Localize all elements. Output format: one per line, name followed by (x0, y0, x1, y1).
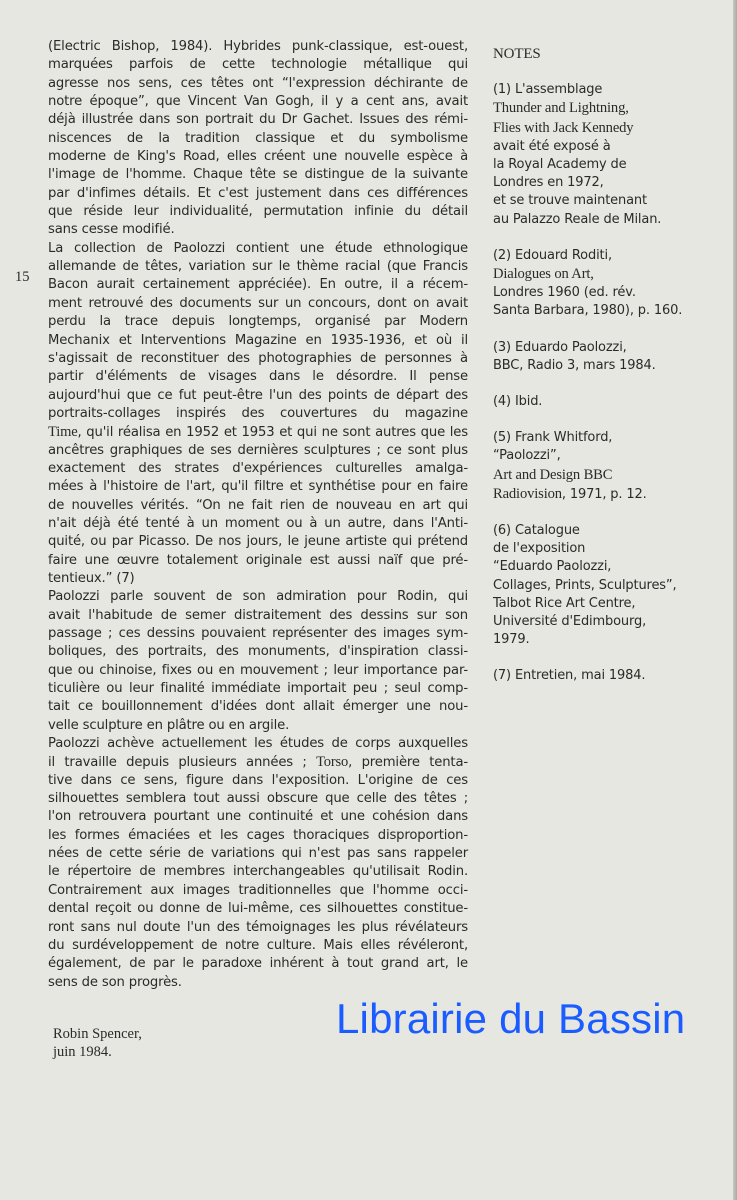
text-fragment: tive dans ce sens, figure dans l'exposition. L'origine de ces (48, 772, 468, 788)
text-line (48, 533, 468, 551)
note-item (493, 247, 728, 321)
text-fragment: mées à l'histoire de l'art, qu'il filtre et synthétise pour en faire (48, 479, 468, 495)
text-fragment: par d'infimes détails. Et c'est justement dans ces différences (48, 185, 468, 201)
note-line (493, 466, 728, 485)
text-fragment: Contrairement aux images traditionnelles que l'homme occi- (48, 882, 468, 898)
note-text: avait été exposé à (493, 138, 611, 154)
text-line (48, 460, 468, 478)
note-line (493, 339, 728, 357)
text-fragment: les formes émaciées et les cages thoraciques disproportion- (48, 827, 468, 843)
text-line (48, 515, 468, 533)
text-line (48, 735, 468, 753)
text-fragment: que ou chinoise, fixes ou en mouvement ; leur importance par- (48, 662, 468, 678)
text-line (48, 387, 468, 405)
text-fragment: sens de son progrès. (48, 974, 182, 990)
note-text: et se trouve maintenant (493, 193, 647, 209)
note-line (493, 447, 728, 465)
text-fragment: agresse nos sens, ces têtes ont “l'expression déchirante de (48, 75, 468, 91)
text-fragment: ticulière ou leur finalité immédiate importait peu ; seul comp- (48, 681, 468, 697)
main-text-column (48, 38, 468, 992)
text-fragment: nées de cette série de variations qui n'est pas sans rappeler (48, 846, 468, 862)
note-text: (4) Ibid. (493, 394, 543, 410)
cited-title: Dialogues on Art, (493, 266, 594, 283)
notes-column (493, 45, 728, 704)
note-text: 1979. (493, 632, 530, 648)
note-item (493, 667, 728, 685)
text-line (48, 625, 468, 643)
text-line (48, 753, 468, 771)
text-line (48, 148, 468, 166)
text-line (48, 900, 468, 918)
cited-title: Art and Design BBC (493, 466, 613, 483)
text-fragment: avait l'habitude de semer distraitement des dessins sur son (48, 607, 468, 623)
text-line (48, 295, 468, 313)
text-fragment: exactement des strates d'expériences culturelles amalga- (48, 460, 468, 476)
note-text: “Eduardo Paolozzi, (493, 559, 612, 575)
text-line (48, 423, 468, 441)
note-line (493, 265, 728, 284)
text-fragment: , qu'il réalisa en 1952 et 1953 et qui ne sont autres que les (77, 425, 468, 441)
note-text: Londres en 1972, (493, 175, 604, 191)
text-fragment: boliques, des portraits, des monuments, d'inspiration classi- (48, 644, 468, 660)
note-line (493, 540, 728, 558)
text-line (48, 662, 468, 680)
text-line (48, 680, 468, 698)
text-line (48, 56, 468, 74)
text-line (48, 221, 468, 239)
text-fragment: silhouettes semblera tout aussi obscure que celle des têtes ; (48, 791, 468, 807)
note-text: (6) Catalogue (493, 523, 580, 539)
note-item (493, 339, 728, 375)
note-line (493, 631, 728, 649)
text-fragment: que réside leur individualité, permutation infinie du détail (48, 204, 468, 220)
signature-date: juin 1984. (53, 1044, 112, 1060)
note-text: de l'exposition (493, 541, 586, 557)
text-fragment: également, de par le paradoxe inhérent à tout grand art, le (48, 956, 468, 972)
watermark: Librairie du Bassin (336, 995, 686, 1042)
text-fragment: l'image de l'homme. Chaque tête se distingue de la suivante (48, 167, 468, 183)
notes-title: NOTES (493, 46, 541, 62)
text-fragment: le répertoire de membres interchangeables qu'utilisait Rodin. (48, 864, 468, 880)
text-fragment: ment retrouvé des documents sur un concours, dont on avait (48, 295, 468, 311)
note-text: (2) Edouard Roditi, (493, 247, 612, 263)
note-line (493, 99, 728, 118)
text-fragment: déjà illustrée dans son portrait du Dr Gachet. Issues des rémi- (48, 112, 468, 128)
note-line (493, 595, 728, 613)
text-line (48, 827, 468, 845)
text-fragment: dental reçoit ou donne de lui-même, ces silhouettes constitue- (48, 901, 468, 917)
text-line (48, 552, 468, 570)
note-line (493, 522, 728, 540)
text-fragment: , première tenta- (348, 755, 468, 771)
text-line (48, 698, 468, 716)
note-line (493, 577, 728, 595)
note-text: (5) Frank Whitford, (493, 430, 613, 446)
text-line (48, 313, 468, 331)
text-line (48, 974, 468, 992)
note-text: Londres 1960 (ed. rév. (493, 285, 636, 301)
note-item (493, 393, 728, 411)
text-fragment: (Electric Bishop, 1984). Hybrides punk-classique, est-ouest, (48, 39, 468, 54)
text-fragment: moderne de King's Road, elles créent une nouvelle espèce à (48, 149, 468, 165)
text-fragment: Paolozzi parle souvent de son admiration pour Rodin, qui (48, 589, 468, 605)
text-fragment: perdu la trace depuis longtemps, organisé par Modern (48, 314, 468, 330)
text-line (48, 258, 468, 276)
note-line (493, 429, 728, 447)
note-line (493, 156, 728, 174)
text-line (48, 130, 468, 148)
note-text: “Paolozzi”, (493, 448, 561, 464)
text-fragment: aujourd'hui que ce fut peut-être l'un des points de départ des (48, 387, 468, 403)
note-line (493, 284, 728, 302)
note-item (493, 429, 728, 504)
text-fragment: tait ce bouillonnement d'idées dont allait émerger une nou- (48, 699, 468, 715)
text-line (48, 276, 468, 294)
text-line (48, 607, 468, 625)
note-line (493, 558, 728, 576)
text-line (48, 478, 468, 496)
text-fragment: niscences de la tradition classique et du symbolisme (48, 130, 468, 146)
note-text: Université d'Edimbourg, (493, 614, 647, 630)
signature (53, 1025, 142, 1061)
note-text: la Royal Academy de (493, 157, 627, 173)
text-line (48, 808, 468, 826)
work-title: Time (48, 424, 78, 441)
text-fragment: s'agissait de reconstituer des photographies de personnes à (48, 350, 468, 366)
cited-title: Thunder and Lightning, (493, 100, 629, 117)
note-text: (1) L'assemblage (493, 82, 603, 98)
text-line (48, 38, 468, 56)
text-line (48, 332, 468, 350)
note-item (493, 522, 728, 649)
note-text: BBC, Radio 3, mars 1984. (493, 357, 656, 373)
note-text: Santa Barbara, 1980), p. 160. (493, 303, 683, 319)
text-fragment: partir d'éléments de visages dans le désordre. Il pense (48, 369, 468, 385)
text-fragment: sans cesse modifié. (48, 222, 175, 238)
text-line (48, 919, 468, 937)
text-fragment: ancêtres graphiques de ses dernières sculptures ; ce sont plus (48, 442, 468, 458)
note-line (493, 357, 728, 375)
text-line (48, 937, 468, 955)
note-item (493, 81, 728, 229)
text-line (48, 185, 468, 203)
text-fragment: portraits-collages inspirés des couvertures du magazine (48, 405, 468, 421)
text-fragment: quité, ou par Picasso. De nos jours, le jeune artiste qui prétend (48, 534, 468, 550)
text-line (48, 717, 468, 735)
note-line (493, 302, 728, 320)
note-text: (3) Eduardo Paolozzi, (493, 339, 627, 355)
text-line (48, 643, 468, 661)
text-line (48, 368, 468, 386)
line-number: 15 (15, 269, 30, 285)
text-line (48, 405, 468, 423)
cited-title: Radiovision (493, 485, 562, 502)
page-edge (733, 0, 737, 1200)
text-fragment: notre époque”, que Vincent Van Gogh, il y a cent ans, avait (48, 94, 468, 110)
text-fragment: n'ait déjà été tenté à un moment ou à un autre, dans l'Anti- (48, 515, 468, 531)
text-line (48, 863, 468, 881)
note-line (493, 393, 728, 411)
text-fragment: il travaille depuis plusieurs années ; (48, 755, 317, 771)
cited-title: Flies with Jack Kennedy (493, 119, 634, 136)
text-fragment: tentieux.” (7) (48, 570, 135, 586)
text-line (48, 588, 468, 606)
text-line (48, 570, 468, 588)
text-fragment: du surdéveloppement de notre culture. Mais elles révéleront, (48, 937, 468, 953)
note-text: Collages, Prints, Sculptures”, (493, 577, 677, 593)
text-line (48, 203, 468, 221)
text-fragment: faire une œuvre totalement originale est aussi naïf que pré- (48, 552, 468, 568)
text-line (48, 350, 468, 368)
note-text: , 1971, p. 12. (561, 486, 647, 502)
note-text: au Palazzo Reale de Milan. (493, 211, 662, 227)
note-line (493, 138, 728, 156)
note-line (493, 119, 728, 138)
text-line (48, 772, 468, 790)
text-line (48, 111, 468, 129)
note-line (493, 174, 728, 192)
note-text: (7) Entretien, mai 1984. (493, 668, 646, 684)
note-line (493, 247, 728, 265)
text-fragment: ront sans nul doute l'un des témoignages les plus révélateurs (48, 919, 468, 935)
text-fragment: Mechanix et Interventions Magazine en 1935-1936, et où il (48, 332, 468, 348)
text-line (48, 75, 468, 93)
text-line (48, 442, 468, 460)
note-line (493, 81, 728, 99)
text-line (48, 497, 468, 515)
note-line (493, 192, 728, 210)
text-line (48, 845, 468, 863)
text-fragment: Bacon aurait certainement appréciée). En outre, il a récem- (48, 277, 468, 293)
note-text: Talbot Rice Art Centre, (493, 595, 636, 611)
text-fragment: de nouvelles vérités. “On ne fait rien de nouveau en art qui (48, 497, 468, 513)
text-line (48, 790, 468, 808)
note-line (493, 667, 728, 685)
text-fragment: allemande de têtes, variation sur le thème racial (que Francis (48, 259, 468, 275)
text-line (48, 882, 468, 900)
note-line (493, 211, 728, 229)
text-fragment: La collection de Paolozzi contient une étude ethnologique (48, 240, 468, 256)
text-fragment: marquées parfois de cette technologie métallique qui (48, 57, 468, 73)
text-fragment: Paolozzi achève actuellement les études de corps auxquelles (48, 736, 468, 752)
signature-author: Robin Spencer, (53, 1026, 142, 1042)
text-fragment: l'on retrouvera pourtant une continuité et une cohésion dans (48, 809, 468, 825)
text-line (48, 166, 468, 184)
text-line (48, 93, 468, 111)
note-line (493, 613, 728, 631)
text-fragment: velle sculpture en plâtre ou en argile. (48, 717, 290, 733)
text-fragment: passage ; ces dessins pouvaient représenter des images sym- (48, 626, 468, 641)
work-title: Torso (316, 754, 349, 771)
note-line (493, 485, 728, 504)
text-line (48, 240, 468, 258)
text-line (48, 955, 468, 973)
